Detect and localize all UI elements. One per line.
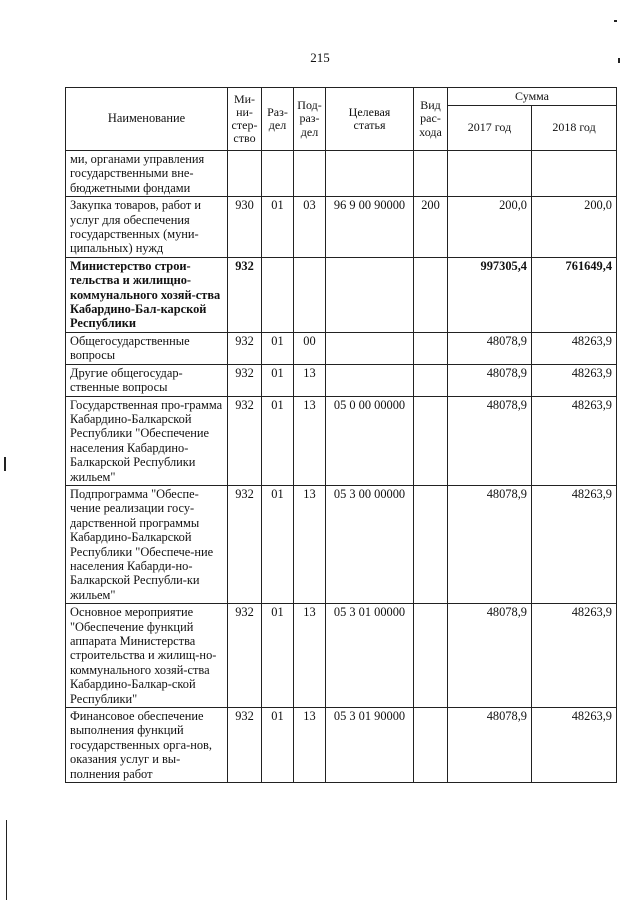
cell-name: Министерство строи-тельства и жилищно-коммунального хозяй-ства Кабардино-Бал-карской Республики	[66, 257, 228, 332]
cell-subsection: 13	[294, 708, 326, 783]
cell-target-item	[326, 257, 414, 332]
cell-target-item: 05 3 00 00000	[326, 485, 414, 603]
header-year-2017: 2017 год	[448, 105, 532, 150]
cell-target-item: 05 3 01 90000	[326, 708, 414, 783]
header-sum: Сумма	[448, 88, 617, 106]
cell-target-item: 96 9 00 90000	[326, 197, 414, 258]
cell-section: 01	[262, 604, 294, 708]
cell-section: 01	[262, 332, 294, 364]
cell-expense-type	[414, 708, 448, 783]
scan-edge-mark-left	[4, 457, 6, 471]
cell-expense-type	[414, 604, 448, 708]
cell-sum-2017: 200,0	[448, 197, 532, 258]
table-row	[66, 396, 617, 485]
budget-table	[65, 87, 617, 783]
cell-expense-type: 200	[414, 197, 448, 258]
header-target-item: Целевая статья	[326, 88, 414, 151]
cell-ministry: 932	[228, 332, 262, 364]
table-row	[66, 197, 617, 258]
header-row	[66, 88, 617, 106]
cell-expense-type	[414, 151, 448, 197]
cell-expense-type	[414, 396, 448, 485]
cell-sum-2017: 48078,9	[448, 332, 532, 364]
cell-section: 01	[262, 197, 294, 258]
cell-name: Другие общегосудар-ственные вопросы	[66, 364, 228, 396]
cell-name: Закупка товаров, работ и услуг для обеспечения государственных (муни-ципальных) нужд	[66, 197, 228, 258]
cell-section: 01	[262, 396, 294, 485]
cell-sum-2017	[448, 151, 532, 197]
cell-subsection: 03	[294, 197, 326, 258]
cell-ministry: 932	[228, 257, 262, 332]
header-expense-type: Вид рас- хода	[414, 88, 448, 151]
cell-sum-2018: 48263,9	[532, 604, 617, 708]
scan-edge-line-left	[6, 820, 7, 900]
cell-ministry: 930	[228, 197, 262, 258]
table-row	[66, 257, 617, 332]
cell-sum-2017: 48078,9	[448, 604, 532, 708]
cell-name: Основное мероприятие "Обеспечение функций аппарата Министерства строительства и жилищ-но-коммунального хозяй-ства Кабардино-Балкар-ской Республики"	[66, 604, 228, 708]
cell-sum-2018	[532, 151, 617, 197]
cell-ministry: 932	[228, 396, 262, 485]
cell-sum-2018: 200,0	[532, 197, 617, 258]
table-row	[66, 332, 617, 364]
cell-ministry: 932	[228, 604, 262, 708]
table-row	[66, 604, 617, 708]
cell-sum-2017: 48078,9	[448, 396, 532, 485]
cell-name: Подпрограмма "Обеспе-чение реализации госу-дарственной программы Кабардино-Балкарской Республики "Обеспече-ние населения Кабарди-но-Балкарской Республи-ки жильем"	[66, 485, 228, 603]
cell-sum-2018: 48263,9	[532, 708, 617, 783]
cell-sum-2018: 761649,4	[532, 257, 617, 332]
header-name: Наименование	[66, 88, 228, 151]
header-section: Раз- дел	[262, 88, 294, 151]
header-ministry: Ми- ни- стер- ство	[228, 88, 262, 151]
scan-edge-mark-right	[618, 58, 620, 63]
cell-sum-2017: 48078,9	[448, 708, 532, 783]
cell-target-item: 05 0 00 00000	[326, 396, 414, 485]
cell-section: 01	[262, 708, 294, 783]
cell-target-item	[326, 332, 414, 364]
cell-sum-2018: 48263,9	[532, 364, 617, 396]
cell-subsection: 13	[294, 364, 326, 396]
cell-name: ми, органами управления государственными вне-бюджетными фондами	[66, 151, 228, 197]
cell-subsection: 13	[294, 604, 326, 708]
header-year-2018: 2018 год	[532, 105, 617, 150]
cell-subsection	[294, 151, 326, 197]
cell-ministry: 932	[228, 485, 262, 603]
cell-expense-type	[414, 257, 448, 332]
cell-expense-type	[414, 332, 448, 364]
cell-name: Государственная про-грамма Кабардино-Балкарской Республики "Обеспечение населения Кабардино-Балкарской Республики жильем"	[66, 396, 228, 485]
cell-name: Общегосударственные вопросы	[66, 332, 228, 364]
cell-subsection: 13	[294, 396, 326, 485]
header-subsection: Под- раз- дел	[294, 88, 326, 151]
cell-expense-type	[414, 364, 448, 396]
cell-subsection: 00	[294, 332, 326, 364]
cell-sum-2018: 48263,9	[532, 332, 617, 364]
table-row	[66, 485, 617, 603]
table-row	[66, 151, 617, 197]
cell-sum-2017: 48078,9	[448, 485, 532, 603]
cell-expense-type	[414, 485, 448, 603]
cell-ministry: 932	[228, 364, 262, 396]
cell-section	[262, 257, 294, 332]
cell-subsection	[294, 257, 326, 332]
cell-sum-2017: 997305,4	[448, 257, 532, 332]
cell-sum-2018: 48263,9	[532, 485, 617, 603]
cell-ministry: 932	[228, 708, 262, 783]
page-number: 215	[310, 50, 330, 65]
table-row	[66, 708, 617, 783]
cell-subsection: 13	[294, 485, 326, 603]
cell-sum-2018: 48263,9	[532, 396, 617, 485]
cell-section	[262, 151, 294, 197]
cell-target-item: 05 3 01 00000	[326, 604, 414, 708]
cell-sum-2017: 48078,9	[448, 364, 532, 396]
table-body	[66, 151, 617, 783]
table-row	[66, 364, 617, 396]
cell-name: Финансовое обеспечение выполнения функций государственных орга-нов, оказания услуг и вы-полнения работ	[66, 708, 228, 783]
scan-edge-mark-top	[614, 20, 617, 22]
cell-section: 01	[262, 485, 294, 603]
cell-target-item	[326, 151, 414, 197]
cell-ministry	[228, 151, 262, 197]
cell-target-item	[326, 364, 414, 396]
cell-section: 01	[262, 364, 294, 396]
